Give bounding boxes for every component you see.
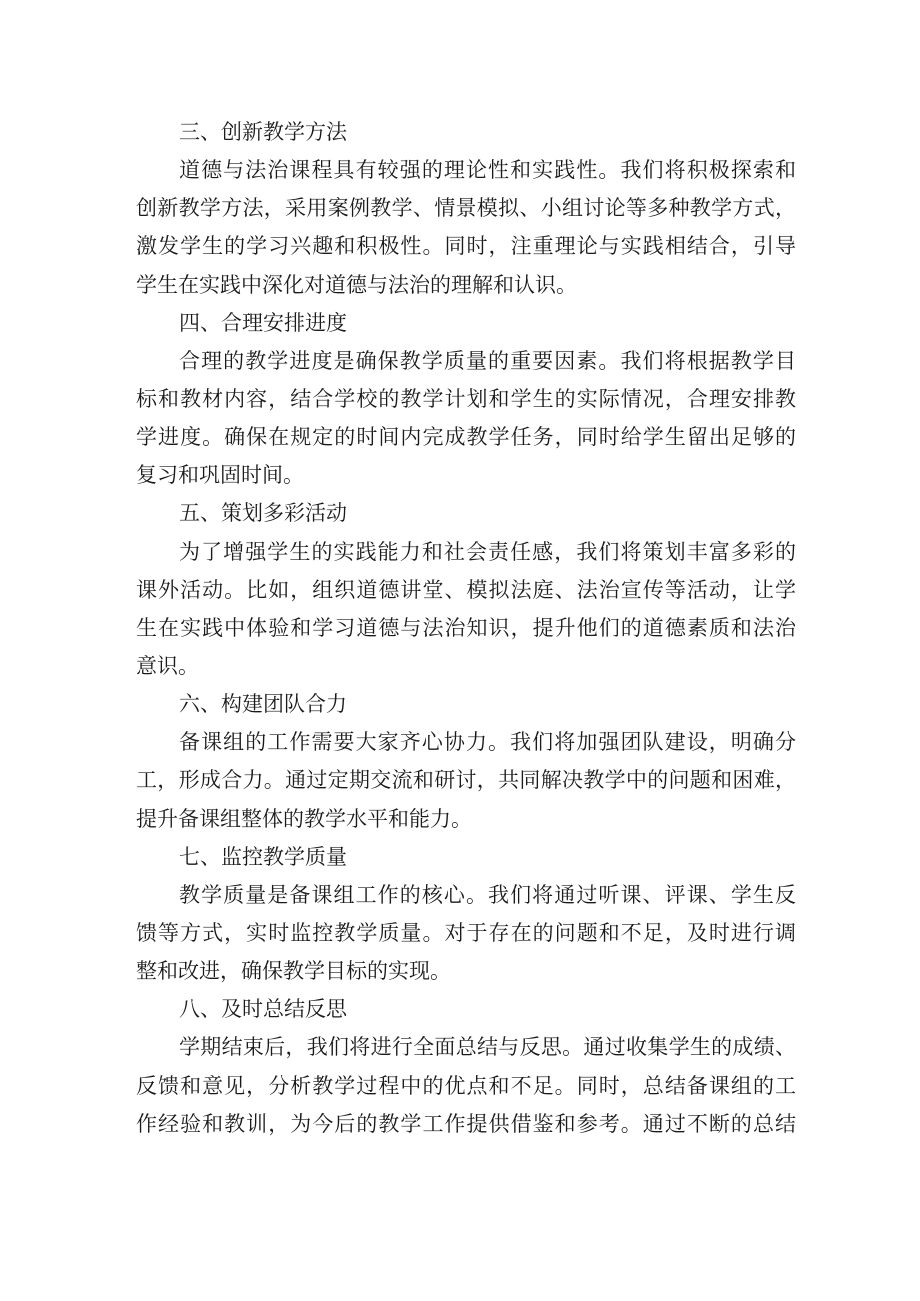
paragraph-line: 备课组的工作需要大家齐心协力。我们将加强团队建设，明确分 [179,730,796,755]
section-heading: 六、构建团队合力 [179,692,347,717]
paragraph-line: 激发学生的学习兴趣和积极性。同时，注重理论与实践相结合，引导 [136,234,796,259]
paragraph-line: 创新教学方法，采用案例教学、情景模拟、小组讨论等多种教学方式， [136,196,796,221]
paragraph-line: 道德与法治课程具有较强的理论性和实践性。我们将积极探索和 [179,158,796,183]
paragraph-line: 为了增强学生的实践能力和社会责任感，我们将策划丰富多彩的 [179,539,796,564]
paragraph-line: 反馈和意见，分析教学过程中的优点和不足。同时，总结备课组的工 [136,1073,796,1098]
paragraph-line: 复习和巩固时间。 [136,463,304,488]
section-heading: 四、合理安排进度 [179,310,347,335]
paragraph-line: 提升备课组整体的教学水平和能力。 [136,806,472,831]
document-page [136,113,796,1143]
section-heading: 七、监控教学质量 [179,844,347,869]
paragraph-line: 作经验和教训，为今后的教学工作提供借鉴和参考。通过不断的总结 [136,1111,796,1136]
paragraph-line: 合理的教学进度是确保教学质量的重要因素。我们将根据教学目 [179,348,796,373]
paragraph-line: 教学质量是备课组工作的核心。我们将通过听课、评课、学生反 [179,882,796,907]
paragraph-line: 学进度。确保在规定的时间内完成教学任务，同时给学生留出足够的 [136,425,796,450]
paragraph-line: 整和改进，确保教学目标的实现。 [136,959,451,984]
paragraph-line: 标和教材内容，结合学校的教学计划和学生的实际情况，合理安排教 [136,386,796,411]
paragraph-line: 生在实践中体验和学习道德与法治知识，提升他们的道德素质和法治 [136,615,796,640]
section-heading: 三、创新教学方法 [179,120,347,144]
section-heading: 五、策划多彩活动 [179,501,347,526]
paragraph-line: 课外活动。比如，组织道德讲堂、模拟法庭、法治宣传等活动，让学 [136,577,796,602]
paragraph-line: 馈等方式，实时监控教学质量。对于存在的问题和不足，及时进行调 [136,920,796,945]
paragraph-line: 学生在实践中深化对道德与法治的理解和认识。 [136,272,577,297]
paragraph-line: 学期结束后，我们将进行全面总结与反思。通过收集学生的成绩、 [179,1035,796,1060]
paragraph-line: 意识。 [136,653,199,678]
paragraph-line: 工，形成合力。通过定期交流和研讨，共同解决教学中的问题和困难， [136,768,796,793]
section-heading: 八、及时总结反思 [179,997,347,1022]
